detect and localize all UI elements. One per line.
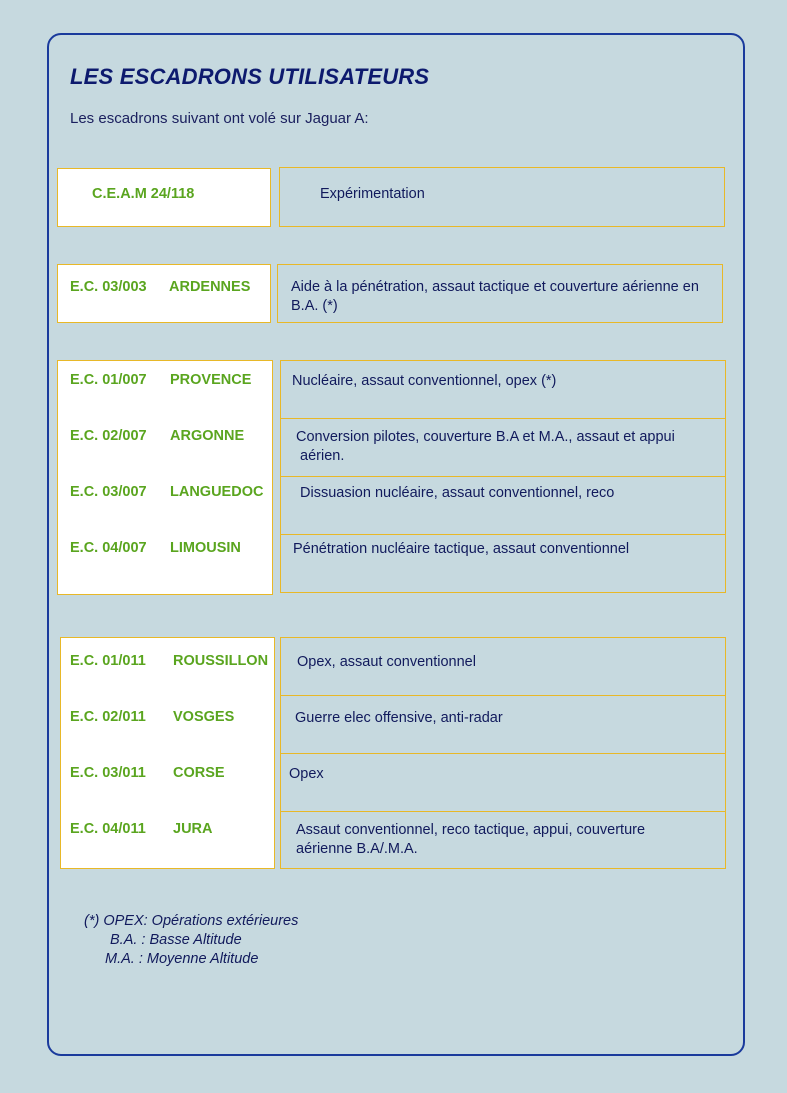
ec7-name: LANGUEDOC	[170, 484, 264, 500]
ec7-code: E.C. 03/007	[70, 484, 147, 500]
ec11-divider	[280, 753, 726, 754]
ec7-desc: Conversion pilotes, couverture B.A et M.A., assaut et appui aérien.	[296, 429, 675, 464]
ec7-code: E.C. 01/007	[70, 372, 147, 388]
ec11-name: JURA	[173, 821, 213, 837]
ec7-code: E.C. 02/007	[70, 428, 147, 444]
ec7-name: LIMOUSIN	[170, 540, 241, 556]
ec11-divider	[280, 811, 726, 812]
ec7-name: ARGONNE	[170, 428, 245, 444]
ec11-code: E.C. 01/011	[70, 653, 146, 669]
ec7-divider	[280, 534, 726, 535]
ec3-name: ARDENNES	[169, 279, 251, 295]
ceam-code: C.E.A.M 24/118	[92, 186, 195, 202]
ec7-label-box	[57, 360, 273, 595]
ec7-desc: Pénétration nucléaire tactique, assaut conventionnel	[293, 541, 630, 557]
footnote-opex: (*) OPEX: Opérations extérieures	[84, 913, 299, 929]
footnote-ba: B.A. : Basse Altitude	[110, 932, 242, 948]
ec11-name: ROUSSILLON	[173, 653, 269, 669]
ec11-code: E.C. 04/011	[70, 821, 146, 837]
ec11-desc: Opex, assaut conventionnel	[297, 654, 476, 670]
intro-text: Les escadrons suivant ont volé sur Jaguar A:	[70, 110, 369, 127]
ec7-code: E.C. 04/007	[70, 540, 147, 556]
ec11-desc: Guerre elec offensive, anti-radar	[295, 710, 503, 726]
ec11-name: VOSGES	[173, 709, 235, 725]
ec7-desc: Nucléaire, assaut conventionnel, opex (*)	[292, 373, 557, 389]
ec11-desc: Opex	[289, 766, 324, 782]
ceam-desc: Expérimentation	[320, 186, 425, 202]
ec11-name: CORSE	[173, 765, 225, 781]
ec3-desc: Aide à la pénétration, assaut tactique et couverture aérienne en B.A. (*)	[291, 279, 699, 314]
ec7-divider	[280, 418, 726, 419]
ec3-code: E.C. 03/003	[70, 279, 147, 295]
ec7-desc: Dissuasion nucléaire, assaut conventionnel, reco	[300, 485, 615, 501]
ec11-divider	[280, 695, 726, 696]
ec11-code: E.C. 03/011	[70, 765, 146, 781]
ec11-desc: Assaut conventionnel, reco tactique, appui, couverture aérienne B.A/.M.A.	[296, 822, 646, 857]
footnote-ma: M.A. : Moyenne Altitude	[105, 951, 259, 967]
page-title: LES ESCADRONS UTILISATEURS	[70, 64, 430, 89]
ec7-name: PROVENCE	[170, 372, 252, 388]
ec7-divider	[280, 476, 726, 477]
ec11-code: E.C. 02/011	[70, 709, 146, 725]
